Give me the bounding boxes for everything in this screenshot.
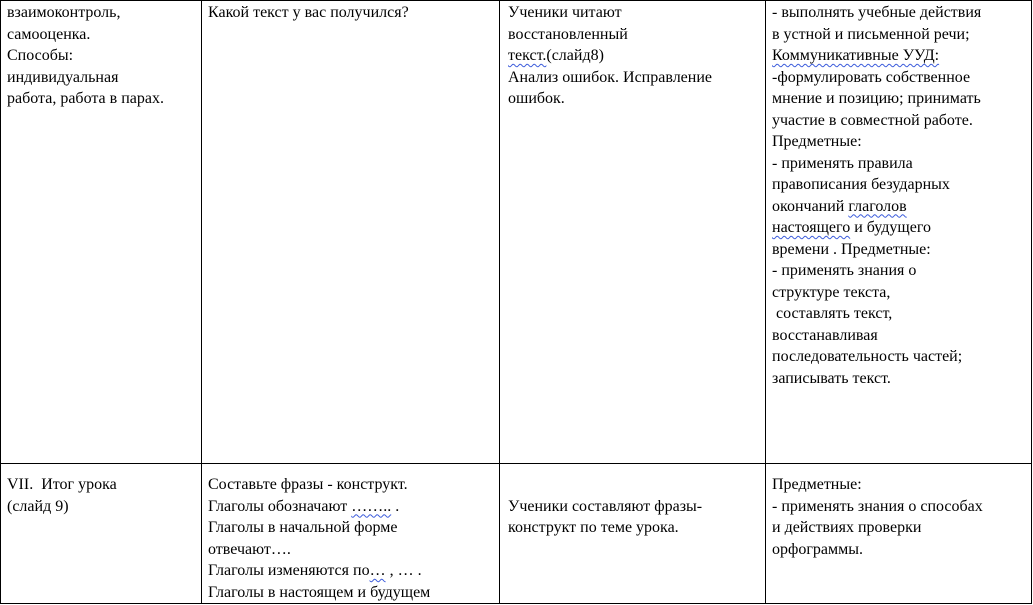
cell-text bbox=[772, 217, 1031, 239]
cell-teacher-activity bbox=[202, 1, 500, 464]
cell-text: и будущего bbox=[850, 219, 931, 236]
cell-text: Предметные: bbox=[772, 476, 862, 493]
spellcheck-word: текст. bbox=[508, 47, 547, 64]
cell-text: и действиях проверки bbox=[772, 519, 922, 536]
cell-text: составлять текст, bbox=[772, 305, 893, 322]
cell-text bbox=[508, 45, 765, 67]
cell-text: Составьте фразы - конструкт. bbox=[208, 476, 408, 493]
cell-text: Глаголы в начальной форме bbox=[208, 519, 398, 536]
cell-text: индивидуальная bbox=[7, 68, 119, 86]
cell-text: - применять правила bbox=[772, 154, 913, 172]
cell-text: Глаголы в настоящем и будущем bbox=[208, 583, 431, 601]
cell-text: последовательность частей; bbox=[772, 348, 963, 365]
cell-text: - применять знания о bbox=[772, 262, 917, 279]
cell-text: Способы: bbox=[7, 47, 74, 64]
cell-text: Глаголы обозначают bbox=[208, 497, 352, 515]
spellcheck-word: …….. bbox=[351, 497, 392, 515]
cell-text: Ученики читают bbox=[508, 4, 622, 21]
cell-text: восстанавливая bbox=[772, 326, 878, 344]
cell-text: структуре текста, bbox=[772, 283, 891, 301]
spellcheck-word: … bbox=[369, 562, 386, 579]
spellcheck-word: глаголов bbox=[848, 197, 907, 215]
cell-text: Глаголы изменяются по bbox=[208, 562, 370, 579]
blank-line bbox=[508, 474, 765, 496]
cell-text: времени . Предметные: bbox=[772, 240, 931, 258]
cell-text: Какой текст у вас получился? bbox=[208, 4, 409, 21]
cell-text: VII. Итог урока bbox=[7, 476, 117, 493]
cell-text: орфограммы. bbox=[772, 540, 864, 558]
cell-text: окончаний bbox=[772, 197, 849, 215]
cell-text: ошибок. bbox=[508, 90, 565, 107]
cell-text bbox=[208, 560, 499, 582]
cell-text: записывать текст. bbox=[772, 369, 891, 387]
table-row bbox=[1, 464, 1032, 604]
cell-text bbox=[772, 196, 1031, 218]
spellcheck-word: настоящего bbox=[772, 219, 851, 236]
cell-text: Предметные: bbox=[772, 133, 862, 150]
cell-text: . bbox=[391, 497, 400, 515]
table-row bbox=[1, 1, 1032, 464]
cell-student-activity bbox=[500, 1, 766, 464]
cell-text: в устной и письменной речи; bbox=[772, 25, 970, 43]
cell-text: конструкт по теме урока. bbox=[508, 519, 679, 536]
cell-text: самооценка. bbox=[7, 25, 91, 43]
spellcheck-word: Коммуникативные УУД: bbox=[772, 47, 940, 64]
cell-text: - применять знания о способах bbox=[772, 497, 983, 515]
cell-text: взаимоконтроль, bbox=[7, 4, 121, 21]
cell-text: мнение и позицию; принимать bbox=[772, 90, 981, 107]
cell-text: Анализ ошибок. Исправление bbox=[508, 68, 712, 86]
cell-text: восстановленный bbox=[508, 25, 628, 43]
cell-student-activity bbox=[500, 464, 766, 604]
cell-learning-outcomes bbox=[766, 1, 1032, 464]
cell-text bbox=[208, 496, 499, 518]
cell-lesson-stage bbox=[1, 464, 202, 604]
cell-text: участие в совместной работе. bbox=[772, 111, 973, 129]
cell-text: (слайд8) bbox=[546, 47, 604, 64]
cell-text: работа, работа в парах. bbox=[7, 90, 164, 107]
cell-text: - выполнять учебные действия bbox=[772, 4, 982, 21]
cell-text: правописания безударных bbox=[772, 176, 950, 193]
cell-text bbox=[772, 45, 1031, 67]
cell-text: (слайд 9) bbox=[7, 497, 69, 515]
cell-text: -формулировать собственное bbox=[772, 68, 971, 86]
cell-learning-outcomes bbox=[766, 464, 1032, 604]
cell-methods bbox=[1, 1, 202, 464]
cell-text: Ученики составляют фразы- bbox=[508, 497, 703, 515]
cell-teacher-activity bbox=[202, 464, 500, 604]
cell-text: , … . bbox=[385, 562, 422, 579]
cell-text: отвечают…. bbox=[208, 540, 291, 558]
